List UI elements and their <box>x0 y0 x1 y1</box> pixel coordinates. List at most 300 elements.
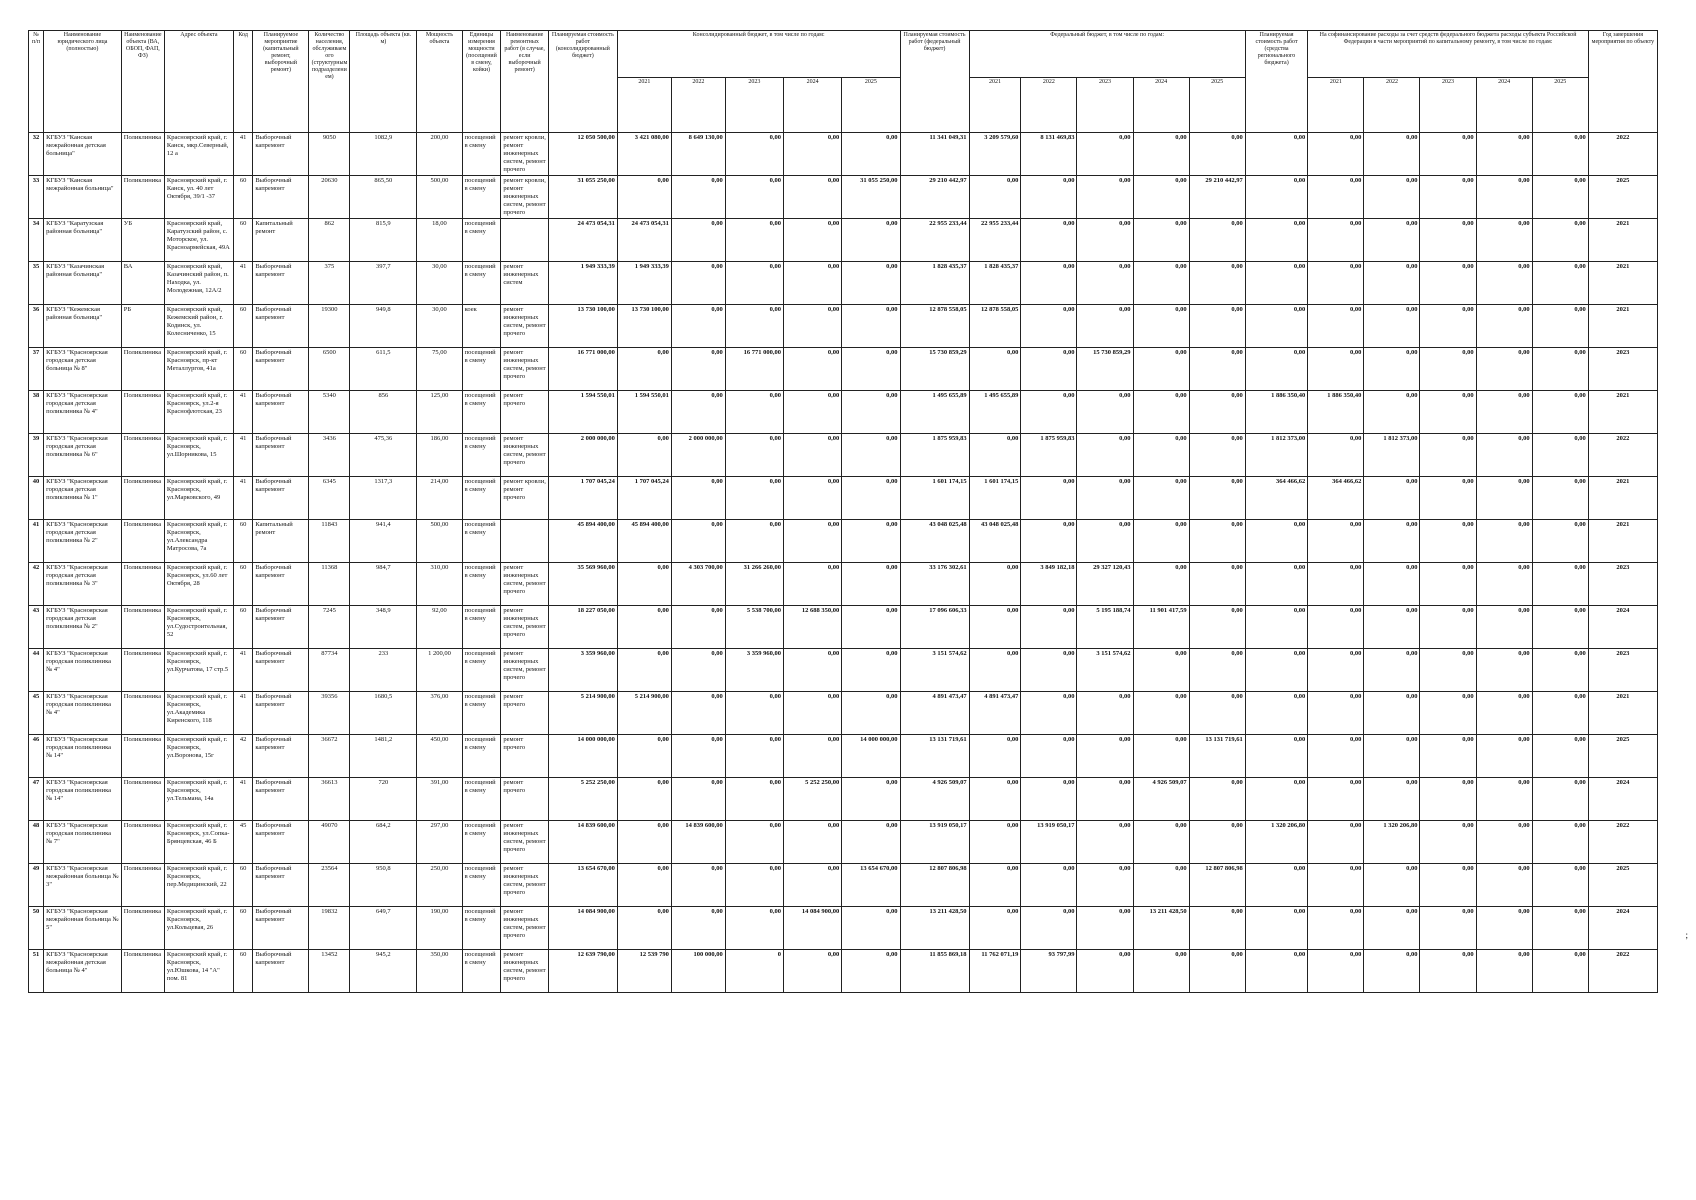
table-cell: 0,00 <box>1245 864 1308 907</box>
table-cell: 0,00 <box>1532 133 1588 176</box>
table-cell: 0,00 <box>671 262 725 305</box>
table-cell: посещений в смену <box>462 649 501 692</box>
table-cell: 0,00 <box>1420 176 1476 219</box>
table-cell: 0,00 <box>1077 391 1133 434</box>
table-cell: Поликлиника <box>121 520 164 563</box>
table-cell: 1 200,00 <box>417 649 462 692</box>
table-cell: 11 855 869,18 <box>900 950 969 993</box>
table-cell: 0,00 <box>784 477 842 520</box>
table-row <box>29 520 1658 563</box>
table-cell: 0,00 <box>1189 649 1245 692</box>
table-cell: 865,50 <box>350 176 417 219</box>
table-cell: 100 000,00 <box>671 950 725 993</box>
table-cell: посещений в смену <box>462 778 501 821</box>
table-cell: 0,00 <box>725 133 783 176</box>
table-cell: 19300 <box>309 305 350 348</box>
table-cell: 16 771 000,00 <box>548 348 617 391</box>
table-cell: Красноярский край, г. Красноярск, ул.Марковского, 49 <box>164 477 233 520</box>
table-cell: 0,00 <box>1476 133 1532 176</box>
table-cell: 15 730 859,29 <box>1077 348 1133 391</box>
table-row <box>29 821 1658 864</box>
table-cell: 22 955 233,44 <box>900 219 969 262</box>
table-cell: 0,00 <box>1420 520 1476 563</box>
table-cell: 4 891 473,47 <box>900 692 969 735</box>
table-cell: посещений в смену <box>462 692 501 735</box>
table-cell: 51 <box>29 950 44 993</box>
table-cell: Красноярский край, г. Красноярск, ул.60 лет Октября, 28 <box>164 563 233 606</box>
table-cell: КГБУЗ "Казачинская районная больница" <box>44 262 122 305</box>
table-cell: 45 894 400,00 <box>548 520 617 563</box>
table-cell: 0,00 <box>842 133 900 176</box>
table-cell: посещений в смену <box>462 219 501 262</box>
table-cell: 0,00 <box>1133 434 1189 477</box>
col-header: Наименование ремонтных работ (в случае, если выборочный ремонт) <box>501 31 548 133</box>
table-cell: 0,00 <box>725 821 783 864</box>
table-cell: 0,00 <box>671 391 725 434</box>
table-cell: 200,00 <box>417 133 462 176</box>
table-cell: 16 771 000,00 <box>725 348 783 391</box>
table-cell: Выборочный капремонт <box>253 563 309 606</box>
year-header: 2025 <box>1189 78 1245 133</box>
table-cell: 0,00 <box>725 864 783 907</box>
table-cell: 37 <box>29 348 44 391</box>
table-cell: 41 <box>29 520 44 563</box>
table-cell: Поликлиника <box>121 864 164 907</box>
table-cell: 0,00 <box>1420 950 1476 993</box>
table-cell: Поликлиника <box>121 606 164 649</box>
table-cell: 0,00 <box>1420 305 1476 348</box>
table-cell: 3 359 960,00 <box>548 649 617 692</box>
table-cell: 0,00 <box>1077 692 1133 735</box>
table-cell: 0,00 <box>784 434 842 477</box>
table-cell: 0,00 <box>842 950 900 993</box>
table-cell: 0,00 <box>1420 219 1476 262</box>
table-cell: 38 <box>29 391 44 434</box>
table-cell: 43 048 025,48 <box>969 520 1021 563</box>
table-cell: Поликлиника <box>121 563 164 606</box>
table-cell: 945,2 <box>350 950 417 993</box>
table-cell: 0,00 <box>1133 219 1189 262</box>
year-header: 2021 <box>1308 78 1364 133</box>
table-cell: 0,00 <box>1308 778 1364 821</box>
table-cell: 2021 <box>1588 520 1657 563</box>
table-cell: 0,00 <box>1077 950 1133 993</box>
table-cell: 0,00 <box>1364 907 1420 950</box>
table-cell: 12 807 806,98 <box>1189 864 1245 907</box>
table-cell: 856 <box>350 391 417 434</box>
table-cell: КГБУЗ "Красноярская городская поликлиника № 4" <box>44 692 122 735</box>
table-cell: 0,00 <box>1189 907 1245 950</box>
table-cell: КГБУЗ "Красноярская городская поликлиника № 14" <box>44 735 122 778</box>
table-cell: 12 807 806,98 <box>900 864 969 907</box>
table-cell: 0,00 <box>1532 907 1588 950</box>
table-cell: 0,00 <box>1189 133 1245 176</box>
table-cell: 0,00 <box>1133 477 1189 520</box>
table-cell: 5 195 188,74 <box>1077 606 1133 649</box>
table-cell: 376,00 <box>417 692 462 735</box>
table-cell: 12 878 558,05 <box>900 305 969 348</box>
table-cell: 0,00 <box>784 391 842 434</box>
table-cell: 11368 <box>309 563 350 606</box>
table-cell: 0,00 <box>1308 434 1364 477</box>
year-header: 2021 <box>969 78 1021 133</box>
table-cell: 0,00 <box>1308 133 1364 176</box>
table-cell: 13 131 719,61 <box>900 735 969 778</box>
table-cell: 0,00 <box>1133 348 1189 391</box>
table-cell: 233 <box>350 649 417 692</box>
table-cell: 1 949 333,39 <box>617 262 671 305</box>
table-cell: 0,00 <box>1077 520 1133 563</box>
table-cell: 364 466,62 <box>1308 477 1364 520</box>
table-cell: 0,00 <box>1077 821 1133 864</box>
table-cell: 0,00 <box>969 606 1021 649</box>
table-cell: 0,00 <box>617 778 671 821</box>
table-cell: 1 886 350,40 <box>1308 391 1364 434</box>
table-cell: 0,00 <box>1532 434 1588 477</box>
table-cell: посещений в смену <box>462 133 501 176</box>
table-cell: 0,00 <box>1532 606 1588 649</box>
table-cell: 4 303 700,00 <box>671 563 725 606</box>
table-cell: посещений в смену <box>462 348 501 391</box>
table-cell: 13 730 100,00 <box>617 305 671 348</box>
table-cell: 0,00 <box>1245 649 1308 692</box>
table-row <box>29 348 1658 391</box>
table-cell: ремонт прочего <box>501 778 548 821</box>
table-cell: 12 639 790,00 <box>548 950 617 993</box>
table-cell: 60 <box>233 305 252 348</box>
table-cell: 0,00 <box>1364 348 1420 391</box>
table-cell: 475,36 <box>350 434 417 477</box>
table-cell: 31 055 250,00 <box>842 176 900 219</box>
table-cell: 0,00 <box>1308 864 1364 907</box>
table-cell: 0,00 <box>1476 348 1532 391</box>
table-cell: 0,00 <box>1364 950 1420 993</box>
table-cell: посещений в смену <box>462 563 501 606</box>
table-cell: 0,00 <box>842 563 900 606</box>
table-cell: 3 151 574,62 <box>900 649 969 692</box>
table-cell: Выборочный капремонт <box>253 778 309 821</box>
table-cell: 0,00 <box>1308 219 1364 262</box>
table-cell: 941,4 <box>350 520 417 563</box>
table-cell: 0 <box>725 950 783 993</box>
table-cell: 0,00 <box>1476 649 1532 692</box>
table-cell: 11843 <box>309 520 350 563</box>
table-cell: 60 <box>233 563 252 606</box>
table-cell: Красноярский край, Кежемский район, г. Кодинск, ул. Колесниченко, 15 <box>164 305 233 348</box>
table-cell: Поликлиника <box>121 176 164 219</box>
table-cell: 45 <box>233 821 252 864</box>
table-cell: КГБУЗ "Красноярская городская детская поликлиника № 2" <box>44 606 122 649</box>
table-cell: посещений в смену <box>462 907 501 950</box>
table-cell: ремонт инженерных систем, ремонт прочего <box>501 864 548 907</box>
table-cell: 17 096 606,33 <box>900 606 969 649</box>
table-cell: Выборочный капремонт <box>253 434 309 477</box>
table-cell <box>501 520 548 563</box>
table-cell: 0,00 <box>1532 176 1588 219</box>
table-cell: 375 <box>309 262 350 305</box>
table-cell: 3 849 182,18 <box>1021 563 1077 606</box>
table-cell: 2021 <box>1588 219 1657 262</box>
table-cell: 34 <box>29 219 44 262</box>
group-header-consolidated: Консолидированный бюджет, в том числе по годам: <box>617 31 900 78</box>
table-cell: 0,00 <box>842 477 900 520</box>
col-header: Планируемая стоимость работ (средства регионального бюджета) <box>1245 31 1308 133</box>
table-cell: 0,00 <box>1189 821 1245 864</box>
table-cell: ремонт инженерных систем, ремонт прочего <box>501 606 548 649</box>
table-cell: 0,00 <box>842 262 900 305</box>
table-cell: 45 894 400,00 <box>617 520 671 563</box>
table-cell: посещений в смену <box>462 176 501 219</box>
table-cell: 13 654 670,00 <box>548 864 617 907</box>
table-cell: 41 <box>233 692 252 735</box>
table-cell: 950,8 <box>350 864 417 907</box>
table-cell: 0,00 <box>671 692 725 735</box>
table-cell: 214,00 <box>417 477 462 520</box>
table-cell: 5 538 700,00 <box>725 606 783 649</box>
table-cell: 0,00 <box>1308 649 1364 692</box>
table-cell: 862 <box>309 219 350 262</box>
table-cell: 13 131 719,61 <box>1189 735 1245 778</box>
table-cell: 0,00 <box>1133 735 1189 778</box>
table-cell: 0,00 <box>1532 477 1588 520</box>
table-cell: КГБУЗ "Красноярская городская детская поликлиника № 2" <box>44 520 122 563</box>
table-cell: 0,00 <box>1308 950 1364 993</box>
table-cell: КГБУЗ "Красноярская городская детская поликлиника № 1" <box>44 477 122 520</box>
table-cell: 0,00 <box>617 864 671 907</box>
table-cell: ремонт кровли, ремонт прочего <box>501 477 548 520</box>
table-cell: Поликлиника <box>121 649 164 692</box>
table-cell: 0,00 <box>671 477 725 520</box>
table-cell: 41 <box>233 649 252 692</box>
table-cell: 0,00 <box>1308 305 1364 348</box>
table-cell: Красноярский край, г. Канск, ул. 40 лет Октября, 39/1 -37 <box>164 176 233 219</box>
table-cell: 684,2 <box>350 821 417 864</box>
table-cell: КГБУЗ "Красноярская городская детская поликлиника № 4" <box>44 391 122 434</box>
table-cell: Красноярский край, г. Канск, мкр.Северный, 12 а <box>164 133 233 176</box>
table-cell: 0,00 <box>1245 305 1308 348</box>
table-cell: ремонт инженерных систем, ремонт прочего <box>501 821 548 864</box>
table-cell: 250,00 <box>417 864 462 907</box>
table-cell: 45 <box>29 692 44 735</box>
table-cell: Красноярский край, г. Красноярск, ул.Кольцевая, 26 <box>164 907 233 950</box>
year-header: 2022 <box>1364 78 1420 133</box>
table-cell: 2021 <box>1588 477 1657 520</box>
table-cell: 0,00 <box>1189 348 1245 391</box>
table-cell: 0,00 <box>1021 477 1077 520</box>
table-cell: 1 828 435,37 <box>969 262 1021 305</box>
year-header: 2023 <box>725 78 783 133</box>
table-cell: 0,00 <box>969 864 1021 907</box>
table-cell: 0,00 <box>671 348 725 391</box>
table-cell: 0,00 <box>725 219 783 262</box>
table-cell: Выборочный капремонт <box>253 305 309 348</box>
table-cell: 611,5 <box>350 348 417 391</box>
table-cell: 13 919 050,17 <box>1021 821 1077 864</box>
table-cell: 13 211 428,50 <box>1133 907 1189 950</box>
table-cell: 0,00 <box>1308 348 1364 391</box>
table-cell: 2024 <box>1588 606 1657 649</box>
table-cell: посещений в смену <box>462 391 501 434</box>
table-cell: 0,00 <box>1245 563 1308 606</box>
table-cell: 41 <box>233 391 252 434</box>
table-cell: 1 812 373,00 <box>1245 434 1308 477</box>
table-cell: Поликлиника <box>121 477 164 520</box>
table-row <box>29 305 1658 348</box>
table-cell: 0,00 <box>1420 563 1476 606</box>
table-cell: 0,00 <box>1021 219 1077 262</box>
table-cell: 0,00 <box>1308 563 1364 606</box>
table-cell: 815,9 <box>350 219 417 262</box>
table-cell: 0,00 <box>842 821 900 864</box>
table-cell: 0,00 <box>969 649 1021 692</box>
table-cell: Красноярский край, Казачинский район, п. Находка, ул. Молодежная, 12А/2 <box>164 262 233 305</box>
table-row <box>29 864 1658 907</box>
table-cell: 13 919 050,17 <box>900 821 969 864</box>
table-cell: 0,00 <box>1364 692 1420 735</box>
table-cell: 0,00 <box>1532 520 1588 563</box>
table-cell: 0,00 <box>1364 262 1420 305</box>
table-cell: 0,00 <box>784 520 842 563</box>
table-cell: 2023 <box>1588 649 1657 692</box>
table-cell: 0,00 <box>617 735 671 778</box>
year-header: 2022 <box>1021 78 1077 133</box>
table-cell: 1082,9 <box>350 133 417 176</box>
table-cell: 36 <box>29 305 44 348</box>
table-cell: 0,00 <box>969 348 1021 391</box>
table-cell: 0,00 <box>1364 477 1420 520</box>
table-cell: 11 762 071,19 <box>969 950 1021 993</box>
table-cell: 3 421 080,00 <box>617 133 671 176</box>
table-cell: 0,00 <box>1364 219 1420 262</box>
table-cell: 1680,5 <box>350 692 417 735</box>
table-cell: 0,00 <box>1245 907 1308 950</box>
table-cell: 0,00 <box>617 434 671 477</box>
table-cell: 13452 <box>309 950 350 993</box>
table-cell: Выборочный капремонт <box>253 907 309 950</box>
table-cell: 1 320 206,80 <box>1364 821 1420 864</box>
table-cell: 39356 <box>309 692 350 735</box>
table-cell: 0,00 <box>842 520 900 563</box>
table-cell: 60 <box>233 219 252 262</box>
table-cell: 0,00 <box>1245 176 1308 219</box>
col-header: Наименование объекта (ВА, ОБОП, ФАП, ФЗ) <box>121 31 164 133</box>
table-cell: коек <box>462 305 501 348</box>
table-cell: 0,00 <box>1420 821 1476 864</box>
table-cell: 0,00 <box>1021 176 1077 219</box>
table-cell: 7245 <box>309 606 350 649</box>
table-cell: 0,00 <box>725 391 783 434</box>
table-cell: 14 000 000,00 <box>548 735 617 778</box>
table-cell: 0,00 <box>842 649 900 692</box>
table-cell: 13 211 428,50 <box>900 907 969 950</box>
table-cell: посещений в смену <box>462 262 501 305</box>
table-cell: 297,00 <box>417 821 462 864</box>
table-cell: 0,00 <box>1420 477 1476 520</box>
table-cell: 0,00 <box>725 692 783 735</box>
table-cell: 36672 <box>309 735 350 778</box>
table-cell: посещений в смену <box>462 864 501 907</box>
table-cell: 364 466,62 <box>1245 477 1308 520</box>
table-row <box>29 907 1658 950</box>
table-cell: 0,00 <box>1133 305 1189 348</box>
table-cell: 60 <box>233 176 252 219</box>
table-row <box>29 950 1658 993</box>
table-cell: 0,00 <box>671 606 725 649</box>
table-cell: 36613 <box>309 778 350 821</box>
table-cell: 0,00 <box>1308 520 1364 563</box>
table-cell: 43 <box>29 606 44 649</box>
table-cell: 310,00 <box>417 563 462 606</box>
table-cell: 41 <box>233 477 252 520</box>
table-cell: 0,00 <box>1476 262 1532 305</box>
table-cell: 23564 <box>309 864 350 907</box>
table-cell: 0,00 <box>1476 907 1532 950</box>
col-header: Планируемая стоимость работ (консолидированный бюджет) <box>548 31 617 133</box>
table-cell: 0,00 <box>1420 864 1476 907</box>
col-header: Адрес объекта <box>164 31 233 133</box>
table-cell: 0,00 <box>1364 778 1420 821</box>
table-cell: Поликлиника <box>121 133 164 176</box>
table-cell: 0,00 <box>1189 262 1245 305</box>
table-cell: Поликлиника <box>121 391 164 434</box>
table-cell: Красноярский край, г. Красноярск, ул.Юшкова, 14 "А" пом. 81 <box>164 950 233 993</box>
year-header: 2024 <box>1476 78 1532 133</box>
table-cell: 0,00 <box>784 821 842 864</box>
table-cell: ремонт инженерных систем <box>501 262 548 305</box>
table-cell: 8 131 469,83 <box>1021 133 1077 176</box>
table-cell: 649,7 <box>350 907 417 950</box>
table-cell: УБ <box>121 219 164 262</box>
col-header: Планируемая стоимость работ (федеральный бюджет) <box>900 31 969 133</box>
table-cell: 0,00 <box>1189 606 1245 649</box>
table-cell: Красноярский край, Каратузский район, с. Моторское, ул. Красноармейская, 49А <box>164 219 233 262</box>
table-header <box>29 31 1658 133</box>
table-cell: 0,00 <box>1245 692 1308 735</box>
table-cell: посещений в смену <box>462 434 501 477</box>
table-cell: 1 886 350,40 <box>1245 391 1308 434</box>
table-cell: 41 <box>233 262 252 305</box>
table-cell: 60 <box>233 864 252 907</box>
table-cell: 0,00 <box>1476 391 1532 434</box>
table-row <box>29 262 1658 305</box>
year-header: 2024 <box>784 78 842 133</box>
table-cell: 0,00 <box>1308 262 1364 305</box>
table-cell: 1 594 550,01 <box>617 391 671 434</box>
table-cell: Выборочный капремонт <box>253 950 309 993</box>
table-cell: 0,00 <box>1420 692 1476 735</box>
repair-program-table <box>28 30 1658 993</box>
table-cell: посещений в смену <box>462 735 501 778</box>
table-cell: 0,00 <box>617 563 671 606</box>
table-cell: 2021 <box>1588 305 1657 348</box>
table-cell: 22 955 233,44 <box>969 219 1021 262</box>
table-row <box>29 778 1658 821</box>
table-cell: 43 048 025,48 <box>900 520 969 563</box>
table-cell: 4 926 509,07 <box>1133 778 1189 821</box>
table-cell: Выборочный капремонт <box>253 262 309 305</box>
table-cell: КГБУЗ "Красноярская городская детская поликлиника № 3" <box>44 563 122 606</box>
table-cell: 3 151 574,62 <box>1077 649 1133 692</box>
table-cell: 1 875 959,83 <box>1021 434 1077 477</box>
table-cell: 0,00 <box>1245 262 1308 305</box>
table-cell: 0,00 <box>617 348 671 391</box>
table-cell: 0,00 <box>784 563 842 606</box>
table-cell: 0,00 <box>1245 606 1308 649</box>
table-cell: 0,00 <box>1133 520 1189 563</box>
table-cell: КГБУЗ "Красноярская межрайонная больница № 3" <box>44 864 122 907</box>
table-cell: 0,00 <box>1133 864 1189 907</box>
table-row <box>29 692 1658 735</box>
